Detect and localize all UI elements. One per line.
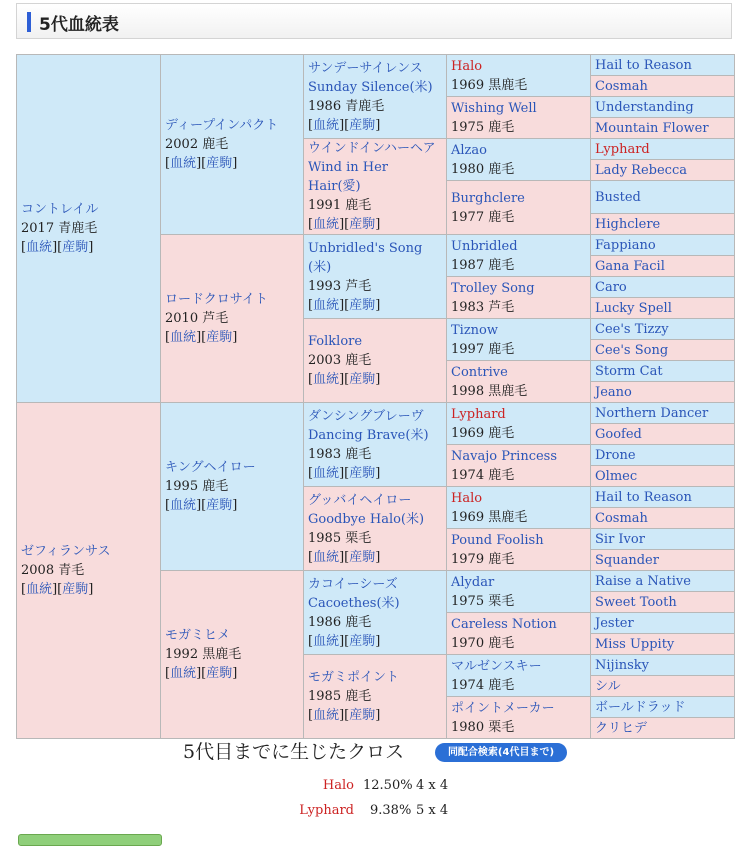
ancestor-cell bbox=[304, 139, 447, 235]
horse-name[interactable]: ダンシングブレーヴ bbox=[308, 408, 424, 424]
horse-name[interactable]: ウインドインハーヘア bbox=[308, 141, 436, 156]
horse-info: 1987 鹿毛 bbox=[451, 257, 515, 273]
horse-name[interactable]: Trolley Song bbox=[451, 280, 535, 296]
horse-name[interactable]: Navajo Princess bbox=[451, 448, 558, 464]
ancestor-cell-g4 bbox=[447, 97, 591, 139]
bloodline-link[interactable]: 血統 bbox=[313, 372, 340, 387]
horse-name[interactable]: Highclere bbox=[595, 216, 661, 232]
horse-info: 1974 鹿毛 bbox=[451, 467, 515, 483]
horse-name[interactable]: Olmec bbox=[595, 468, 638, 484]
ancestor-cell-g5 bbox=[591, 382, 735, 403]
ancestor-cell-g5 bbox=[591, 160, 735, 181]
horse-name-en[interactable]: Goodbye Halo(米) bbox=[308, 511, 425, 527]
horse-info: 1992 黒鹿毛 bbox=[165, 647, 242, 662]
ancestor-cell-g5 bbox=[591, 277, 735, 298]
horse-name[interactable]: Lucky Spell bbox=[595, 300, 672, 316]
horse-info: 1980 鹿毛 bbox=[451, 161, 515, 177]
pedigree-table bbox=[16, 54, 735, 739]
horse-info: 1970 鹿毛 bbox=[451, 635, 515, 651]
ancestor-cell bbox=[304, 319, 447, 403]
horse-name[interactable]: シル bbox=[595, 678, 621, 694]
horse-info: 1991 鹿毛 bbox=[308, 198, 372, 213]
ancestor-cell-g5 bbox=[591, 487, 735, 508]
bloodline-link[interactable]: 血統 bbox=[313, 217, 340, 232]
ancestor-cell-g5 bbox=[591, 424, 735, 445]
horse-name[interactable]: Cosmah bbox=[595, 510, 648, 526]
horse-info: 1975 鹿毛 bbox=[451, 119, 515, 135]
horse-name[interactable]: Hail to Reason bbox=[595, 489, 692, 505]
horse-info: 1983 芦毛 bbox=[451, 299, 515, 315]
cross-percent: 9.38% bbox=[370, 803, 412, 818]
ancestor-cell-g5 bbox=[591, 508, 735, 529]
same-breeding-search-button[interactable]: 同配合検索(4代目まで) bbox=[435, 743, 567, 762]
horse-name[interactable]: Jeano bbox=[595, 384, 632, 400]
ancestor-cell-g4 bbox=[447, 181, 591, 235]
bloodline-link[interactable]: 血統 bbox=[26, 240, 53, 255]
bloodline-link[interactable]: 血統 bbox=[313, 465, 340, 481]
bloodline-link[interactable]: 血統 bbox=[313, 549, 340, 565]
ancestor-cell bbox=[304, 655, 447, 739]
ancestor-cell-g4 bbox=[447, 361, 591, 403]
horse-info: 1993 芦毛 bbox=[308, 278, 372, 294]
ancestor-cell bbox=[17, 55, 161, 403]
horse-name[interactable]: Nijinsky bbox=[595, 657, 649, 673]
offspring-link[interactable]: 産駒 bbox=[349, 297, 376, 313]
horse-name[interactable]: Sweet Tooth bbox=[595, 594, 677, 610]
horse-links: [血統][産駒] bbox=[308, 708, 381, 723]
horse-name[interactable]: Lady Rebecca bbox=[595, 162, 687, 178]
ancestor-cell bbox=[17, 403, 161, 739]
ancestor-cell-g5 bbox=[591, 466, 735, 487]
horse-name[interactable]: Gana Facil bbox=[595, 258, 665, 274]
offspring-link[interactable]: 産駒 bbox=[349, 549, 376, 565]
ancestor-cell-g4 bbox=[447, 529, 591, 571]
page-title: 5代血統表 bbox=[39, 15, 119, 35]
horse-name[interactable]: モガミポイント bbox=[308, 670, 400, 685]
horse-name[interactable]: Unbridled's Song bbox=[308, 240, 423, 256]
bloodline-link[interactable]: 血統 bbox=[170, 330, 197, 345]
horse-name[interactable]: カコイーシーズ bbox=[308, 576, 398, 592]
ancestor-cell-g5 bbox=[591, 634, 735, 655]
horse-links: [血統][産駒] bbox=[165, 498, 238, 513]
cross-title: 5代目までに生じたクロス bbox=[183, 741, 405, 763]
section-header bbox=[16, 3, 732, 39]
ancestor-cell-g5 bbox=[591, 298, 735, 319]
horse-name[interactable]: Busted bbox=[595, 189, 641, 205]
horse-info: 1977 鹿毛 bbox=[451, 209, 515, 225]
horse-name[interactable]: Unbridled bbox=[451, 238, 518, 254]
horse-links: [血統][産駒] bbox=[21, 240, 94, 255]
ancestor-cell-g5 bbox=[591, 139, 735, 160]
horse-name-en[interactable]: (米) bbox=[308, 259, 332, 275]
horse-links: [血統][産駒] bbox=[308, 549, 381, 565]
horse-info: 1995 鹿毛 bbox=[165, 479, 229, 494]
ancestor-cell-g4 bbox=[447, 139, 591, 181]
horse-info: 1979 鹿毛 bbox=[451, 551, 515, 567]
horse-name[interactable]: グッバイヘイロー bbox=[308, 492, 412, 508]
horse-info: 1985 栗毛 bbox=[308, 530, 372, 546]
horse-info: 2008 青毛 bbox=[21, 563, 85, 578]
horse-links: [血統][産駒] bbox=[308, 117, 381, 133]
horse-info: 1980 栗毛 bbox=[451, 719, 515, 735]
offspring-link[interactable]: 産駒 bbox=[62, 240, 89, 255]
ancestor-cell-g4 bbox=[447, 655, 591, 697]
horse-info: 1985 鹿毛 bbox=[308, 689, 372, 704]
horse-name[interactable]: Understanding bbox=[595, 99, 694, 115]
horse-name[interactable]: Alydar bbox=[451, 574, 495, 590]
offspring-link[interactable]: 産駒 bbox=[349, 117, 376, 133]
horse-name[interactable]: Lyphard bbox=[451, 406, 506, 422]
ancestor-cell-g5 bbox=[591, 55, 735, 76]
horse-links: [血統][産駒] bbox=[308, 633, 381, 649]
cross-horse-name[interactable]: Lyphard bbox=[299, 803, 354, 818]
ancestor-cell-g5 bbox=[591, 118, 735, 139]
ancestor-cell bbox=[304, 571, 447, 655]
ancestor-cell-g5 bbox=[591, 655, 735, 676]
bloodline-link[interactable]: 血統 bbox=[313, 117, 340, 133]
ancestor-cell bbox=[304, 55, 447, 139]
horse-links: [血統][産駒] bbox=[165, 666, 238, 681]
horse-info: 1983 鹿毛 bbox=[308, 446, 372, 462]
ancestor-cell-g5 bbox=[591, 445, 735, 466]
horse-info: 2017 青鹿毛 bbox=[21, 221, 98, 236]
horse-name[interactable]: Tiznow bbox=[451, 322, 499, 338]
ancestor-cell-g5 bbox=[591, 571, 735, 592]
horse-info: 1986 鹿毛 bbox=[308, 614, 372, 630]
offspring-link[interactable]: 産駒 bbox=[349, 633, 376, 649]
ancestor-cell-g4 bbox=[447, 55, 591, 97]
ancestor-cell bbox=[304, 487, 447, 571]
header-accent-bar bbox=[27, 12, 31, 32]
horse-info: 1997 鹿毛 bbox=[451, 341, 515, 357]
ancestor-cell-g5 bbox=[591, 592, 735, 613]
ancestor-cell bbox=[161, 403, 304, 571]
horse-info: 1969 黒鹿毛 bbox=[451, 509, 528, 525]
offspring-link[interactable]: 産駒 bbox=[349, 465, 376, 481]
horse-links: [血統][産駒] bbox=[308, 372, 381, 387]
ancestor-cell-g5 bbox=[591, 235, 735, 256]
ancestor-cell-g4 bbox=[447, 571, 591, 613]
ancestor-cell-g5 bbox=[591, 361, 735, 382]
pedigree-row bbox=[17, 403, 735, 424]
horse-links: [血統][産駒] bbox=[308, 217, 381, 232]
horse-info: 2003 鹿毛 bbox=[308, 353, 372, 368]
horse-name[interactable]: モガミヒメ bbox=[165, 628, 231, 643]
horse-links: [血統][産駒] bbox=[21, 582, 94, 597]
horse-name[interactable]: Pound Foolish bbox=[451, 532, 544, 548]
horse-name[interactable]: Halo bbox=[451, 490, 483, 506]
ancestor-cell bbox=[161, 571, 304, 739]
horse-name-en[interactable]: Dancing Brave(米) bbox=[308, 427, 429, 443]
horse-name[interactable]: Careless Notion bbox=[451, 616, 557, 632]
ancestor-cell bbox=[304, 235, 447, 319]
horse-name[interactable]: Cosmah bbox=[595, 78, 648, 94]
horse-name[interactable]: ロードクロサイト bbox=[165, 292, 268, 307]
horse-name[interactable]: Sir Ivor bbox=[595, 531, 645, 547]
bloodline-link[interactable]: 血統 bbox=[170, 498, 197, 513]
horse-name[interactable]: Fappiano bbox=[595, 237, 656, 253]
horse-name[interactable]: ポイントメーカー bbox=[451, 700, 555, 716]
horse-name-en[interactable]: Sunday Silence(米) bbox=[308, 79, 433, 95]
ancestor-cell bbox=[161, 55, 304, 235]
horse-name[interactable]: Alzao bbox=[451, 142, 487, 158]
horse-name[interactable]: クリヒデ bbox=[595, 720, 648, 736]
ancestor-cell-g4 bbox=[447, 697, 591, 739]
horse-name[interactable]: ゼフィランサス bbox=[21, 544, 111, 559]
horse-name[interactable]: Mountain Flower bbox=[595, 120, 709, 136]
horse-links: [血統][産駒] bbox=[308, 297, 381, 313]
horse-name[interactable]: Folklore bbox=[308, 334, 363, 349]
horse-name[interactable]: Halo bbox=[451, 58, 483, 74]
horse-name[interactable]: Northern Dancer bbox=[595, 405, 709, 421]
ancestor-cell-g5 bbox=[591, 76, 735, 97]
horse-links: [血統][産駒] bbox=[308, 465, 381, 481]
horse-name[interactable]: コントレイル bbox=[21, 202, 99, 217]
horse-links: [血統][産駒] bbox=[165, 156, 238, 171]
ancestor-cell-g5 bbox=[591, 256, 735, 277]
ancestor-cell-g5 bbox=[591, 697, 735, 718]
horse-info: 1969 黒鹿毛 bbox=[451, 77, 528, 93]
ancestor-cell-g5 bbox=[591, 613, 735, 634]
horse-info: 2010 芦毛 bbox=[165, 311, 229, 326]
cross-percent: 12.50% bbox=[363, 778, 413, 793]
horse-name[interactable]: Hail to Reason bbox=[595, 57, 692, 73]
horse-name[interactable]: ボールドラッド bbox=[595, 699, 686, 715]
horse-name-en[interactable]: Cacoethes(米) bbox=[308, 595, 400, 611]
ancestor-cell bbox=[304, 403, 447, 487]
horse-info: 1974 鹿毛 bbox=[451, 677, 515, 693]
horse-info: 1969 鹿毛 bbox=[451, 425, 515, 441]
offspring-link[interactable]: 産駒 bbox=[62, 582, 89, 597]
horse-name[interactable]: Miss Uppity bbox=[595, 636, 675, 652]
ancestor-cell-g5 bbox=[591, 718, 735, 739]
ancestor-cell-g4 bbox=[447, 403, 591, 445]
offspring-link[interactable]: 産駒 bbox=[206, 666, 233, 681]
offspring-link[interactable]: 産駒 bbox=[349, 708, 376, 723]
horse-name[interactable]: Raise a Native bbox=[595, 573, 691, 589]
bottom-green-button[interactable] bbox=[18, 834, 162, 846]
bloodline-link[interactable]: 血統 bbox=[26, 582, 53, 597]
horse-name[interactable]: Wishing Well bbox=[451, 100, 537, 116]
horse-name[interactable]: Cee's Tizzy bbox=[595, 321, 669, 337]
offspring-link[interactable]: 産駒 bbox=[206, 156, 233, 171]
ancestor-cell bbox=[161, 235, 304, 403]
ancestor-cell-g4 bbox=[447, 487, 591, 529]
horse-name-en[interactable]: Wind in Her Hair(愛) bbox=[308, 160, 389, 194]
horse-name[interactable]: ディープインパクト bbox=[165, 118, 279, 133]
horse-name[interactable]: Lyphard bbox=[595, 141, 650, 157]
cross-horse-name[interactable]: Halo bbox=[322, 778, 354, 793]
bloodline-link[interactable]: 血統 bbox=[313, 633, 340, 649]
horse-name[interactable]: Cee's Song bbox=[595, 342, 669, 358]
horse-name[interactable]: マルゼンスキー bbox=[451, 658, 542, 674]
offspring-link[interactable]: 産駒 bbox=[206, 498, 233, 513]
ancestor-cell-g5 bbox=[591, 676, 735, 697]
horse-name[interactable]: キングヘイロー bbox=[165, 460, 256, 475]
ancestor-cell-g4 bbox=[447, 613, 591, 655]
cross-generation: 4 x 4 bbox=[416, 778, 449, 793]
cross-generation: 5 x 4 bbox=[416, 803, 449, 818]
horse-info: 1975 栗毛 bbox=[451, 593, 515, 609]
horse-name[interactable]: Caro bbox=[595, 279, 627, 295]
ancestor-cell-g5 bbox=[591, 529, 735, 550]
ancestor-cell-g5 bbox=[591, 340, 735, 361]
horse-name[interactable]: Goofed bbox=[595, 426, 642, 442]
horse-info: 1986 青鹿毛 bbox=[308, 98, 385, 114]
horse-name[interactable]: サンデーサイレンス bbox=[308, 60, 423, 76]
bloodline-link[interactable]: 血統 bbox=[170, 156, 197, 171]
offspring-link[interactable]: 産駒 bbox=[206, 330, 233, 345]
horse-name[interactable]: Burghclere bbox=[451, 190, 525, 206]
bloodline-link[interactable]: 血統 bbox=[313, 297, 340, 313]
ancestor-cell-g5 bbox=[591, 214, 735, 235]
horse-name[interactable]: Contrive bbox=[451, 364, 508, 380]
ancestor-cell-g5 bbox=[591, 319, 735, 340]
ancestor-cell-g5 bbox=[591, 550, 735, 571]
ancestor-cell-g5 bbox=[591, 97, 735, 118]
ancestor-cell-g4 bbox=[447, 445, 591, 487]
ancestor-cell-g4 bbox=[447, 319, 591, 361]
horse-name[interactable]: Jester bbox=[595, 615, 634, 631]
horse-name[interactable]: Squander bbox=[595, 552, 659, 568]
offspring-link[interactable]: 産駒 bbox=[349, 217, 376, 232]
offspring-link[interactable]: 産駒 bbox=[349, 372, 376, 387]
horse-links: [血統][産駒] bbox=[165, 330, 238, 345]
ancestor-cell-g4 bbox=[447, 235, 591, 277]
horse-info: 1998 黒鹿毛 bbox=[451, 383, 528, 399]
ancestor-cell-g5 bbox=[591, 403, 735, 424]
ancestor-cell-g5 bbox=[591, 181, 735, 214]
horse-info: 2002 鹿毛 bbox=[165, 137, 229, 152]
ancestor-cell-g4 bbox=[447, 277, 591, 319]
horse-name[interactable]: Storm Cat bbox=[595, 363, 663, 379]
horse-name[interactable]: Drone bbox=[595, 447, 636, 463]
pedigree-row bbox=[17, 55, 735, 76]
bloodline-link[interactable]: 血統 bbox=[170, 666, 197, 681]
bloodline-link[interactable]: 血統 bbox=[313, 708, 340, 723]
